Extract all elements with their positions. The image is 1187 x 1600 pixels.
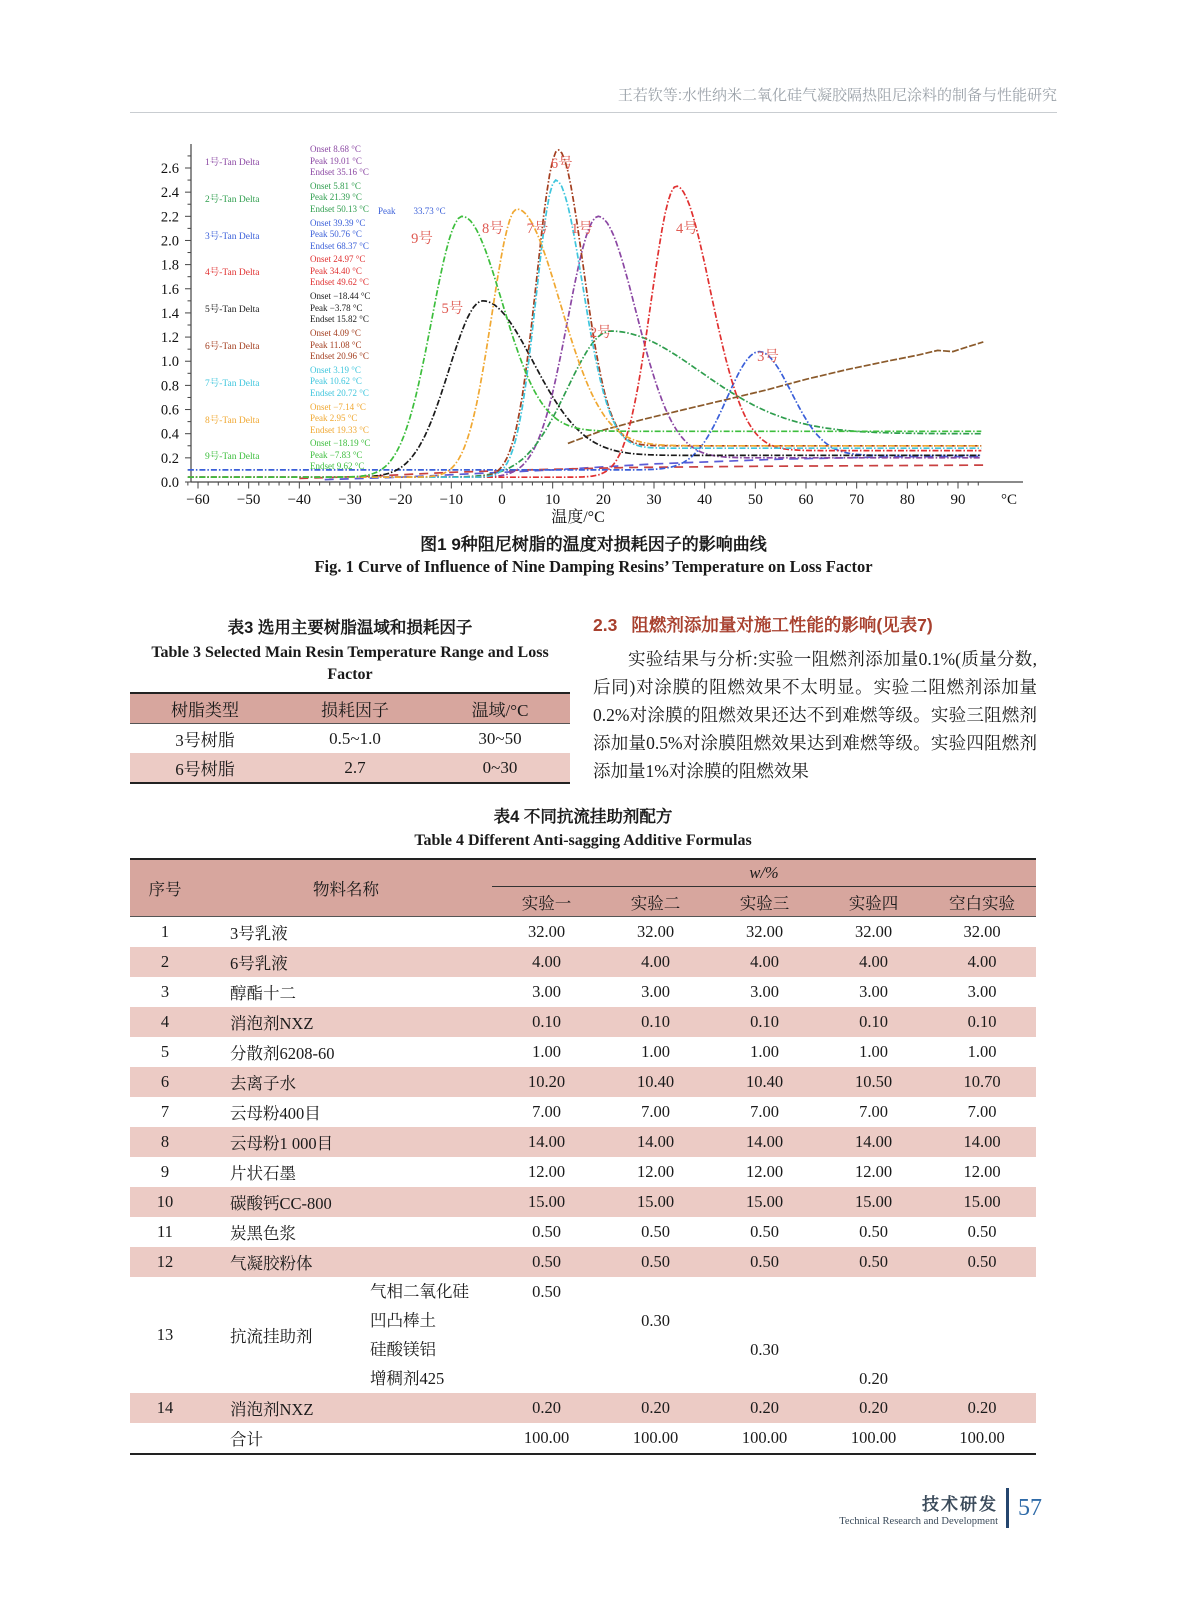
table4-cell-name: 气凝胶粉体 xyxy=(230,1254,313,1273)
table4-cell-value: 3.00 xyxy=(859,982,888,1001)
table3-cell: 0.5~1.0 xyxy=(329,728,381,748)
antisag-sub-value xyxy=(710,1277,819,1306)
table4-cell-value: 0.50 xyxy=(750,1222,779,1241)
table3-cell: 6号树脂 xyxy=(175,760,235,780)
table4-cell-value: 12.00 xyxy=(636,1162,675,1181)
table3-header-row xyxy=(130,693,570,724)
table4-cell-value: 0.50 xyxy=(967,1222,997,1241)
legend-value-line: Onset 3.19 °C xyxy=(310,364,361,375)
table4-cell-no xyxy=(130,1423,200,1454)
legend-value-line: Onset −7.14 °C xyxy=(310,401,366,412)
table4-cell-value: 14.00 xyxy=(527,1132,566,1151)
x-tick-label: −60 xyxy=(186,492,210,508)
table4-header-name: 物料名称 xyxy=(313,880,379,899)
table4-cell-value: 12.00 xyxy=(745,1162,784,1181)
antisag-sub-value xyxy=(928,1277,1036,1306)
table4-header-exp: 实验三 xyxy=(739,893,790,913)
table4-cell-value: 0.20 xyxy=(641,1398,670,1417)
table4-cell-no: 1 xyxy=(160,922,170,941)
antisag-sub-name: 凹凸棒土 xyxy=(370,1311,436,1330)
table4-cell-value: 100.00 xyxy=(959,1428,1005,1447)
table4-cell-value: 7.00 xyxy=(532,1102,561,1121)
table4-header-exp: 空白实验 xyxy=(949,893,1016,913)
table4-cell-value xyxy=(601,1277,710,1393)
table4-cell-name: 消泡剂NXZ xyxy=(230,1400,314,1419)
figure1-caption-en: Fig. 1 Curve of Influence of Nine Damping Resins’ Temperature on Loss Factor xyxy=(314,557,873,576)
table4-cell-value: 7.00 xyxy=(750,1102,779,1121)
table3-row xyxy=(130,753,570,783)
legend-series-name: 4号-Tan Delta xyxy=(205,268,260,279)
section-body-paragraph: 实验结果与分析:实验一阻燃剂添加量0.1%(质量分数,后同)对涂膜的阻燃效果不太明显。实验二阻燃剂添加量0.2%对涂膜的阻燃效果还达不到难燃等级。实验三阻燃剂添加量0.5%对涂膜阻燃效果达到难燃等级。实验四阻燃剂添加量1%对涂膜的阻燃效果 xyxy=(593,649,1037,781)
table3-head xyxy=(130,693,570,724)
legend-value-line: Peak −3.78 °C xyxy=(310,302,363,313)
legend-value-line: Onset 5.81 °C xyxy=(310,180,361,191)
table4-cell-value: 10.40 xyxy=(745,1072,784,1091)
y-tick-label: 0.2 xyxy=(160,450,179,467)
table4-cell-value: 7.00 xyxy=(641,1102,670,1121)
table4-body xyxy=(130,917,1036,1455)
figure1-caption-zh: 图1 9种阻尼树脂的温度对损耗因子的影响曲线 xyxy=(420,535,767,554)
x-tick-label: 30 xyxy=(646,492,662,508)
legend-series-name: 1号-Tan Delta xyxy=(205,158,260,168)
legend-series-name: 7号-Tan Delta xyxy=(205,378,260,389)
legend-value-line: Peak 21.39 °C xyxy=(310,192,362,203)
table3-header-cell: 树脂类型 xyxy=(171,701,239,721)
table4-cell-value: 15.00 xyxy=(527,1192,566,1211)
peak-annotation-label: Peak xyxy=(378,206,396,216)
table4-cell-value: 0.50 xyxy=(641,1222,670,1241)
x-tick-label: −30 xyxy=(338,492,362,508)
table4-cell-value: 10.50 xyxy=(854,1072,893,1091)
table4-cell-value: 0.50 xyxy=(967,1252,997,1271)
table4-row xyxy=(130,1127,1036,1157)
table4-header-row1 xyxy=(130,859,1036,887)
legend-value-line: Onset 24.97 °C xyxy=(310,254,366,265)
y-tick-label: 1.6 xyxy=(160,281,179,298)
table4-header-wgroup: w/% xyxy=(492,859,1036,887)
x-tick-label: 80 xyxy=(899,492,915,508)
footer-section-zh: 技术研发 xyxy=(922,1494,998,1514)
table4-cell-value: 100.00 xyxy=(741,1428,788,1447)
antisag-sub-name: 增稠剂425 xyxy=(370,1369,445,1388)
table4-cell-name: 云母粉1 000目 xyxy=(230,1134,334,1153)
x-tick-label: 10 xyxy=(545,492,561,508)
table3-block xyxy=(130,614,570,784)
table4-cell-name: 合计 xyxy=(230,1430,263,1449)
footer-section xyxy=(839,1490,998,1527)
x-tick-label: 0 xyxy=(498,492,506,508)
table4-cell-value: 0.20 xyxy=(532,1398,561,1417)
legend-value-line: Onset −18.44 °C xyxy=(310,291,371,302)
curve-label-4号: 4号 xyxy=(676,221,698,238)
legend-value-line: Onset −18.19 °C xyxy=(310,438,371,449)
curve-label-5号: 5号 xyxy=(441,300,464,317)
table4-cell-name: 炭黑色浆 xyxy=(230,1224,296,1243)
x-tick-label: −50 xyxy=(236,492,261,508)
legend-series-name: 5号-Tan Delta xyxy=(205,305,260,316)
table3-header-cell: 损耗因子 xyxy=(321,701,389,721)
table4-header-exp: 实验四 xyxy=(848,893,899,913)
x-tick-label: −10 xyxy=(439,492,464,508)
table4-cell-no: 6 xyxy=(160,1072,170,1091)
table4-cell-value xyxy=(819,1277,928,1393)
table3-header-cell: 温域/°C xyxy=(471,701,529,721)
legend-value-line: Endset 15.82 °C xyxy=(310,314,369,325)
table4-row xyxy=(130,1423,1036,1454)
curve-6号 xyxy=(188,150,981,477)
curve-label-8号: 8号 xyxy=(482,221,504,238)
running-head: 王若钦等:水性纳米二氧化硅气凝胶隔热阻尼涂料的制备与性能研究 xyxy=(130,84,1057,113)
table4-cell-name xyxy=(200,1277,492,1393)
table4-cell-value: 32.00 xyxy=(854,922,893,941)
legend-series-name: 2号-Tan Delta xyxy=(205,194,260,205)
x-tick-label: 70 xyxy=(849,492,865,508)
table4-cell-value: 14.00 xyxy=(854,1132,893,1151)
table4-cell-value: 0.10 xyxy=(532,1012,561,1031)
curve-label-2号: 2号 xyxy=(589,325,612,342)
legend-value-line: Endset 19.33 °C xyxy=(310,424,369,435)
table4-cell-no: 12 xyxy=(156,1252,174,1271)
table4-cell-value: 0.20 xyxy=(859,1398,888,1417)
antisag-sub-value xyxy=(710,1306,819,1335)
table4-row xyxy=(130,1187,1036,1217)
antisag-sub-value xyxy=(601,1335,710,1364)
antisag-sub-value: 0.30 xyxy=(641,1311,670,1330)
table4-cell-name: 醇酯十二 xyxy=(230,984,296,1003)
antisag-sub-value: 0.50 xyxy=(532,1282,561,1301)
table4-header-exp: 实验一 xyxy=(521,893,572,913)
antisag-sub-value xyxy=(928,1306,1036,1335)
table4-cell-value: 15.00 xyxy=(636,1192,675,1211)
table3-title-zh: 表3 选用主要树脂温域和损耗因子 xyxy=(227,619,473,637)
table4-cell-value: 4.00 xyxy=(641,952,670,971)
x-tick-label: −20 xyxy=(388,492,413,508)
table4-cell-name: 碳酸钙CC-800 xyxy=(230,1194,332,1213)
table4-cell-name: 6号乳液 xyxy=(230,954,288,973)
table4-cell-name: 分散剂6208-60 xyxy=(230,1044,335,1063)
table3-cell: 3号树脂 xyxy=(175,731,235,751)
table4-cell-value: 10.20 xyxy=(527,1072,566,1091)
table4-cell-no: 2 xyxy=(160,952,170,971)
antisag-sub-value xyxy=(492,1364,601,1393)
table4-row xyxy=(130,947,1036,977)
curve-label-1号: 1号 xyxy=(571,221,593,238)
y-tick-label: 2.0 xyxy=(160,233,179,250)
legend-value-line: Onset 8.68 °C xyxy=(310,144,361,154)
table4-row xyxy=(130,1097,1036,1127)
legend-value-line: Endset 20.96 °C xyxy=(310,351,369,361)
table3-cell: 30~50 xyxy=(478,728,522,748)
x-tick-label: −40 xyxy=(287,492,312,508)
table4-cell-value: 7.00 xyxy=(859,1102,888,1121)
antisag-sub-value xyxy=(492,1335,601,1364)
y-tick-label: 0.6 xyxy=(160,402,179,419)
table4-cell-value: 4.00 xyxy=(532,952,561,971)
table4-cell-value: 0.50 xyxy=(859,1222,888,1241)
legend-value-line: Peak 11.08 °C xyxy=(310,339,362,350)
table4-cell-value: 3.00 xyxy=(532,982,561,1001)
y-tick-label: 2.4 xyxy=(160,185,179,202)
curve-label-6号: 6号 xyxy=(550,155,573,172)
antisag-sub-name: 硅酸镁铝 xyxy=(370,1340,436,1359)
antisag-sub-value xyxy=(819,1277,928,1306)
legend-value-line: Endset 49.62 °C xyxy=(310,277,369,288)
table3 xyxy=(130,692,570,784)
table4-cell-value: 0.50 xyxy=(750,1252,779,1271)
table4-cell-no: 3 xyxy=(160,982,170,1001)
section-2-3 xyxy=(593,612,1037,785)
table4-cell-value: 10.40 xyxy=(636,1072,675,1091)
table3-title-en: Table 3 Selected Main Resin Temperature Range and Loss Factor xyxy=(151,644,549,683)
table4-cell-value: 100.00 xyxy=(850,1428,897,1447)
table4-row xyxy=(130,1393,1036,1423)
table4-cell-no: 14 xyxy=(156,1398,174,1417)
antisag-sub-value xyxy=(819,1306,928,1335)
table4-cell-value: 15.00 xyxy=(963,1192,1001,1211)
curve-8号 xyxy=(188,209,981,477)
table4-cell-value: 12.00 xyxy=(854,1162,893,1181)
section-title: 阻燃剂添加量对施工性能的影响(见表7) xyxy=(631,615,933,635)
table4-cell-value: 3.00 xyxy=(967,982,997,1001)
table4-cell-value: 0.50 xyxy=(859,1252,888,1271)
table4-row xyxy=(130,1157,1036,1187)
table4-cell-value: 14.00 xyxy=(963,1132,1001,1151)
table4-head xyxy=(130,859,1036,917)
x-tick-label: 60 xyxy=(798,492,814,508)
legend-value-line: Endset 20.72 °C xyxy=(310,387,369,398)
page-footer xyxy=(130,1488,1042,1528)
table3-cell: 0~30 xyxy=(482,757,518,777)
figure1-chart xyxy=(135,128,1065,524)
legend-value-line: Endset 68.37 °C xyxy=(310,240,369,251)
table4-row xyxy=(130,1247,1036,1277)
x-axis-unit: °C xyxy=(1000,492,1018,508)
table4-cell-value: 0.50 xyxy=(641,1252,670,1271)
legend-value-line: Peak 19.01 °C xyxy=(310,155,362,166)
table4-cell-value: 4.00 xyxy=(967,952,997,971)
table4-cell-value xyxy=(492,1277,601,1393)
legend-value-line: Endset 50.13 °C xyxy=(310,203,369,214)
x-tick-label: 40 xyxy=(697,492,713,508)
section-number: 2.3 xyxy=(593,615,618,635)
antisag-sub-value xyxy=(601,1364,710,1393)
table4-cell-value: 14.00 xyxy=(636,1132,675,1151)
antisag-sub-value xyxy=(928,1364,1036,1393)
table4-cell-value: 0.20 xyxy=(750,1398,779,1417)
table4-cell-value: 14.00 xyxy=(745,1132,784,1151)
table4-cell-name: 消泡剂NXZ xyxy=(230,1014,314,1033)
legend-value-line: Peak 10.62 °C xyxy=(310,376,362,387)
x-tick-label: 20 xyxy=(595,492,611,508)
table4-row xyxy=(130,1067,1036,1097)
legend-value-line: Peak 34.40 °C xyxy=(310,265,362,276)
table4-cell-no: 13 xyxy=(156,1325,174,1344)
table4-cell-value: 0.10 xyxy=(750,1012,779,1031)
table4-cell-no: 10 xyxy=(156,1192,174,1211)
table4-cell-value: 7.00 xyxy=(967,1102,997,1121)
legend-value-line: Onset 4.09 °C xyxy=(310,328,361,338)
table4-row xyxy=(130,917,1036,948)
footer-section-en: Technical Research and Development xyxy=(839,1515,998,1527)
table4-cell-value: 32.00 xyxy=(745,922,784,941)
antisag-sub-value: 0.20 xyxy=(859,1369,888,1388)
table4-row xyxy=(130,1007,1036,1037)
table4-cell-value: 32.00 xyxy=(527,922,566,941)
legend-value-line: Peak 2.95 °C xyxy=(310,413,358,424)
legend-value-line: Peak 50.76 °C xyxy=(310,229,362,240)
table4-cell-no: 9 xyxy=(160,1162,170,1181)
table4-cell-no: 11 xyxy=(157,1222,173,1241)
antisag-sub-value xyxy=(492,1306,601,1335)
page-number: 57 xyxy=(1018,1494,1042,1521)
peak-annotation xyxy=(378,206,446,216)
antisag-sub-names xyxy=(370,1277,492,1393)
curve-1号 xyxy=(188,216,981,477)
table4-cell-value: 100.00 xyxy=(523,1428,570,1447)
curve-9号 xyxy=(188,216,981,477)
table4-cell-name: 云母粉400目 xyxy=(230,1104,321,1123)
table3-cell: 2.7 xyxy=(344,757,366,777)
table4-cell-no: 4 xyxy=(160,1012,170,1031)
table4-cell-value: 32.00 xyxy=(963,922,1001,941)
x-tick-label: 90 xyxy=(950,492,966,508)
table4-header-no: 序号 xyxy=(148,880,182,899)
curve-3号 xyxy=(188,352,981,470)
x-tick-label: 50 xyxy=(747,492,763,508)
table4-row xyxy=(130,1217,1036,1247)
table4-cell-value: 0.10 xyxy=(967,1012,997,1031)
table4-cell-value: 15.00 xyxy=(745,1192,784,1211)
table4-cell-value: 100.00 xyxy=(632,1428,679,1447)
legend-value-line: Endset 35.16 °C xyxy=(310,167,369,177)
table4-cell-value: 10.70 xyxy=(963,1072,1001,1091)
y-tick-label: 0.4 xyxy=(160,426,179,443)
table4-cell-name: 3号乳液 xyxy=(230,924,288,943)
table4-cell-value: 3.00 xyxy=(750,982,779,1001)
y-tick-label: 1.8 xyxy=(160,257,179,274)
y-tick-label: 0.8 xyxy=(160,378,179,395)
curve-label-3号: 3号 xyxy=(757,349,779,366)
antisag-sub-value xyxy=(601,1277,710,1306)
table4-cell-value: 15.00 xyxy=(854,1192,893,1211)
curve-label-9号: 9号 xyxy=(411,230,433,247)
y-tick-label: 0.0 xyxy=(160,475,179,491)
table4-cell-value: 0.50 xyxy=(532,1252,561,1271)
table4-row xyxy=(130,1277,1036,1393)
antisag-sub-name: 气相二氧化硅 xyxy=(370,1282,469,1301)
antisag-name-group xyxy=(200,1277,492,1393)
peak-annotation-value: 33.73 °C xyxy=(413,206,446,216)
table4-cell-value: 1.00 xyxy=(532,1042,561,1061)
antisag-sub-value xyxy=(928,1335,1036,1364)
x-axis-title: 温度/°C xyxy=(551,509,605,524)
table4-header-exp: 实验二 xyxy=(630,893,681,913)
table4-title-zh: 表4 不同抗流挂助剂配方 xyxy=(493,808,673,826)
table4-cell-no: 8 xyxy=(160,1132,170,1151)
table4-cell-value: 32.00 xyxy=(636,922,675,941)
table4-row xyxy=(130,1037,1036,1067)
table4-cell-value: 12.00 xyxy=(527,1162,566,1181)
table4-cell-no: 7 xyxy=(160,1102,170,1121)
legend-series-name: 6号-Tan Delta xyxy=(205,342,260,352)
table4-block xyxy=(130,803,1036,1455)
antisag-sub-value: 0.30 xyxy=(750,1340,779,1359)
table4-cell-value xyxy=(928,1277,1036,1393)
table4-title-en: Table 4 Different Anti-sagging Additive Formulas xyxy=(414,832,752,849)
y-tick-label: 1.0 xyxy=(160,354,179,371)
legend-series-name: 3号-Tan Delta xyxy=(205,231,260,242)
table4-cell-value: 4.00 xyxy=(859,952,888,971)
table4-cell-value xyxy=(710,1277,819,1393)
table4-cell-no: 5 xyxy=(160,1042,170,1061)
table4-cell-value: 0.20 xyxy=(967,1398,997,1417)
table4-cell-value: 0.50 xyxy=(532,1222,561,1241)
table4-cell-value: 1.00 xyxy=(641,1042,670,1061)
table4-cell-value: 12.00 xyxy=(963,1162,1001,1181)
footer-divider xyxy=(1006,1488,1009,1528)
section-heading xyxy=(593,612,1037,637)
legend-series-name: 9号-Tan Delta xyxy=(205,452,260,463)
antisag-sub-value xyxy=(710,1364,819,1393)
curve-label-7号: 7号 xyxy=(526,221,549,238)
y-tick-label: 1.4 xyxy=(160,305,179,322)
table4-row xyxy=(130,977,1036,1007)
table4-cell-value: 3.00 xyxy=(641,982,670,1001)
table4-cell-value: 1.00 xyxy=(859,1042,888,1061)
y-tick-label: 1.2 xyxy=(160,330,179,347)
table4-cell-value: 4.00 xyxy=(750,952,779,971)
antisag-sub-value xyxy=(819,1335,928,1364)
legend-series-name: 8号-Tan Delta xyxy=(205,415,260,426)
antisag-main-label: 抗流挂助剂 xyxy=(230,1327,313,1346)
table4-cell-value: 1.00 xyxy=(967,1042,997,1061)
table4-cell-name: 片状石墨 xyxy=(230,1164,296,1183)
curve-2号 xyxy=(188,331,981,477)
table3-body xyxy=(130,724,570,784)
legend-value-line: Onset 39.39 °C xyxy=(310,217,366,228)
table4-cell-value: 0.10 xyxy=(641,1012,670,1031)
y-tick-label: 2.6 xyxy=(160,160,179,177)
dma-curves-plot xyxy=(135,128,1065,524)
y-tick-label: 2.2 xyxy=(160,209,179,226)
table3-row xyxy=(130,724,570,754)
curve-5号 xyxy=(188,301,981,477)
table4 xyxy=(130,858,1036,1455)
legend-value-line: Endset 9.62 °C xyxy=(310,461,365,472)
table4-cell-value: 1.00 xyxy=(750,1042,779,1061)
legend-value-line: Peak −7.83 °C xyxy=(310,449,363,460)
table4-cell-value: 0.10 xyxy=(859,1012,888,1031)
table4-cell-name: 去离子水 xyxy=(230,1074,296,1093)
